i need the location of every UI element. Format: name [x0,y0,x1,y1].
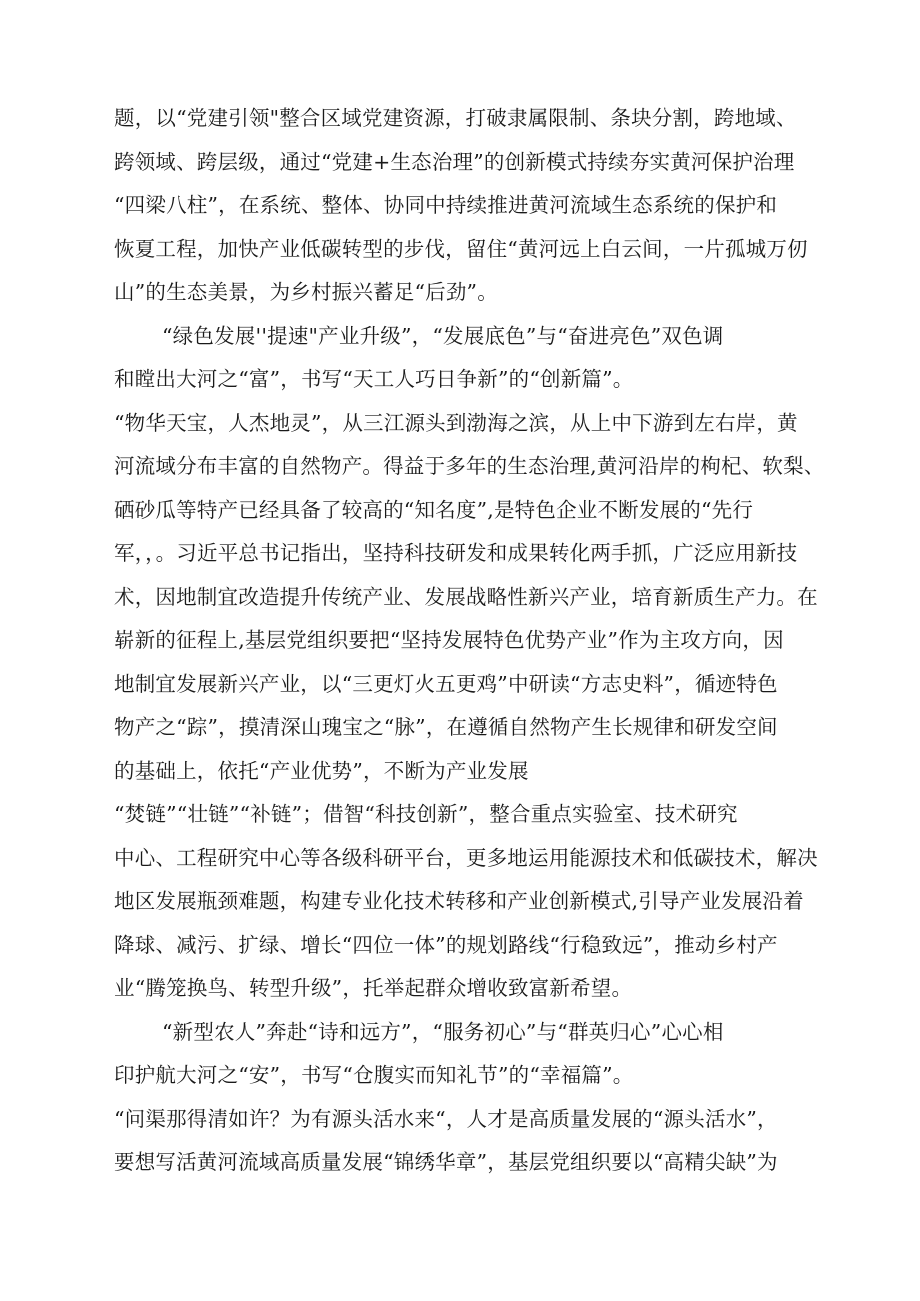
text-line: 题，以“党建引领"整合区域党建资源，打破隶属限制、条块分割，跨地域、 [114,106,797,130]
text-line: “四梁八柱”，在系统、整体、协同中持续推进黄河流域生态系统的保护和 [114,193,778,217]
text-line: 印护航大河之“安”，书写“仓腹实而知礼节”的“幸福篇”。 [114,1063,634,1087]
text-line: 和瞠出大河之“富”，书写“天工人巧日争新”的“创新篇”。 [114,367,634,391]
text-line: 崭新的征程上,基层党组织要把“坚持发展特色优势产业”作为主攻方向，因 [114,628,784,652]
text-line: 中心、工程研究中心等各级科研平台，更多地运用能源技术和低碳技术，解决 [114,845,818,870]
text-line: 的基础上，依托“产业优势”，不断为产业发展 [114,758,529,783]
text-line: “绿色发展''提速"产业升级”，“发展底色”与“奋进亮色”双色调 [162,323,724,348]
text-line: “焚链”“壮链”“补链”；借智“科技创新”，整合重点实验室、技术研究 [114,802,738,826]
text-line: 河流域分布丰富的自然物产。得益于多年的生态治理,黄河沿岸的枸杞、软梨、 [114,454,825,478]
text-line: 降球、减污、扩绿、增长“四位一体”的规划路线“行稳致远”，推动乡村产 [114,932,778,957]
text-line: “问渠那得清如许？为有源头活水来“，人才是高质量发展的“源头活水”， [114,1106,778,1131]
text-line: “物华天宝，人杰地灵”，从三江源头到渤海之滨，从上中下游到左右岸，黄 [114,410,798,435]
text-line: 山”的生态美景，为乡村振兴蓄足“后劲”。 [114,280,498,304]
text-line: 物产之“踪”，摸清深山瑰宝之“脉”，在遵循自然物产生长规律和研发空间 [114,715,778,739]
text-line: 地区发展瓶颈难题，构建专业化技术转移和产业创新模式,引导产业发展沿着 [114,889,804,913]
text-line: 跨领域、跨层级，通过“党建+生态治理”的创新模式持续夯实黄河保护治理 [114,149,795,174]
text-line: 业“腾笼换鸟、转型升级”，托举起群众增收致富新希望。 [114,976,633,1000]
text-line: “新型农人”奔赴“诗和远方”，“服务初心”与“群英归心”心心相 [162,1019,724,1044]
text-line: 术，因地制宜改造提升传统产业、发展战略性新兴产业，培育新质生产力。在 [114,584,818,609]
text-line: 军，，。习近平总书记指出，坚持科技研发和成果转化两手抓，广泛应用新技 [114,541,798,565]
text-line: 要想写活黄河流域高质量发展“锦绣华章”，基层党组织要以“高精尖缺”为 [114,1150,778,1174]
text-line: 恢夏工程，加快产业低碳转型的步伐，留住“黄河远上白云间，一片孤城万仞 [114,236,808,261]
text-line: 地制宜发展新兴产业，以“三更灯火五更鸡”中研读“方志史料”，循迹特色 [114,671,778,696]
text-line: 硒砂瓜等特产已经具备了较高的“知名度”,是特色企业不断发展的“先行 [114,497,754,522]
